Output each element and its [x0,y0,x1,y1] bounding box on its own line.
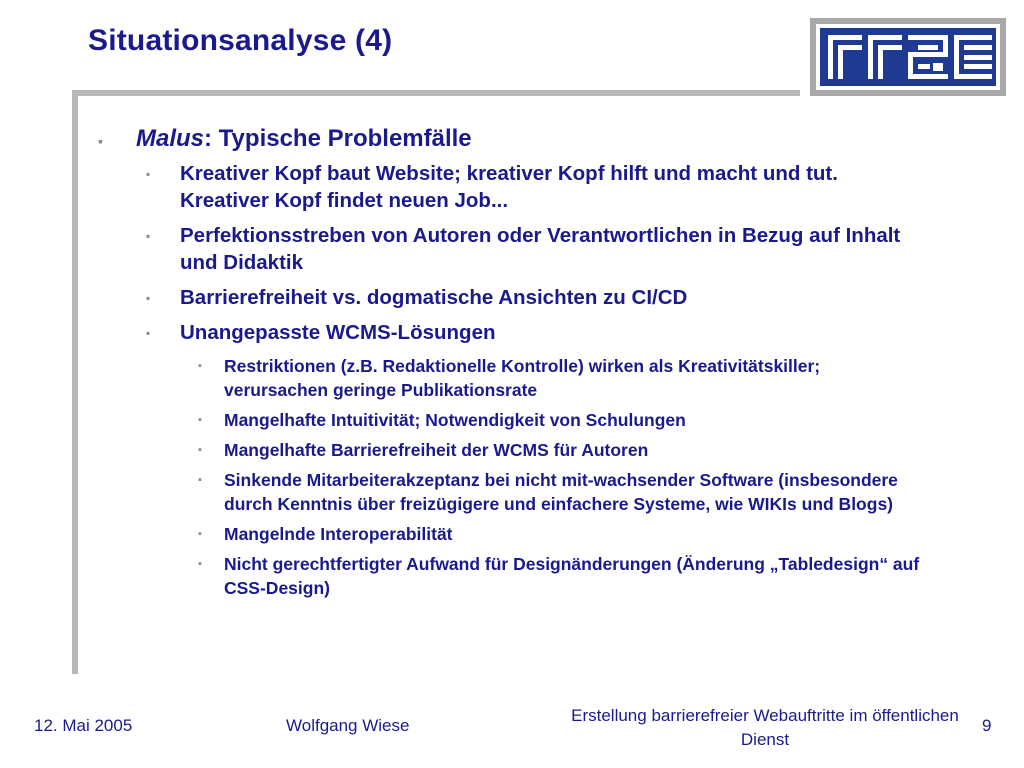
bullet-text: Unangepasste WCMS-Lösungen [180,321,496,344]
bullet-level1 [96,124,976,154]
slide-title: Situationsanalyse (4) [88,24,393,57]
bullet-text: Kreativer Kopf baut Website; kreativer Kopf hilft und macht und tut. Kreativer Kopf findet neuen Job... [180,162,838,212]
bullet-level2 [96,284,920,311]
bullet-text: Mangelhafte Intuitivität; Notwendigkeit von Schulungen [224,410,686,430]
bullet-text: Sinkende Mitarbeiterakzeptanz bei nicht mit-wachsender Software (insbesondere durch Kenntnis über freizügigere und einfachere Systeme, wie WIKIs und Blogs) [224,470,898,514]
bullet-text: Mangelhafte Barrierefreiheit der WCMS für Autoren [224,440,649,460]
vertical-rule [72,90,78,674]
page-number: 9 [982,716,992,735]
rrze-logo [810,18,1006,96]
bullet-icon: ▪ [146,167,151,181]
slide-content [96,124,976,606]
bullet-level3 [96,354,924,402]
footer-author: Wolfgang Wiese [286,716,410,735]
bullet-icon: ▪ [198,528,202,540]
bullet-icon: ▪ [198,414,202,426]
footer-title: Erstellung barrierefreier Webauftritte im öffentlichen Dienst [571,706,959,749]
bullet-level3 [96,408,924,432]
bullet-level2 [96,160,920,214]
bullet-text: Barrierefreiheit vs. dogmatische Ansichten zu CI/CD [180,286,688,309]
bullet-icon: ▪ [198,360,202,372]
bullet-level3 [96,438,924,462]
heading-text: : Typische Problemfälle [204,125,472,152]
bullet-level3 [96,468,924,516]
bullet-text: Mangelnde Interoperabilität [224,524,453,544]
bullet-level3 [96,552,924,600]
bullet-text: Perfektionsstreben von Autoren oder Verantwortlichen in Bezug auf Inhalt und Didaktik [180,224,901,274]
bullet-level3 [96,522,924,546]
bullet-icon: ▪ [198,444,202,456]
bullet-icon: ▪ [146,229,151,243]
bullet-level2 [96,319,920,346]
bullet-text: Nicht gerechtfertigter Aufwand für Designänderungen (Änderung „Tabledesign“ auf CSS-Design) [224,554,920,598]
footer-date: 12. Mai 2005 [34,716,133,735]
horizontal-rule [72,90,800,96]
bullet-icon: ▪ [198,558,202,570]
bullet-icon: ▪ [146,326,151,340]
bullet-icon: ▪ [98,133,103,149]
bullet-level2 [96,222,920,276]
bullet-icon: ▪ [146,291,151,305]
bullet-icon: ▪ [198,474,202,486]
italic-term: Malus [136,125,205,152]
bullet-text: Restriktionen (z.B. Redaktionelle Kontrolle) wirken als Kreativitätskiller; verursachen geringe Publikationsrate [224,356,821,400]
